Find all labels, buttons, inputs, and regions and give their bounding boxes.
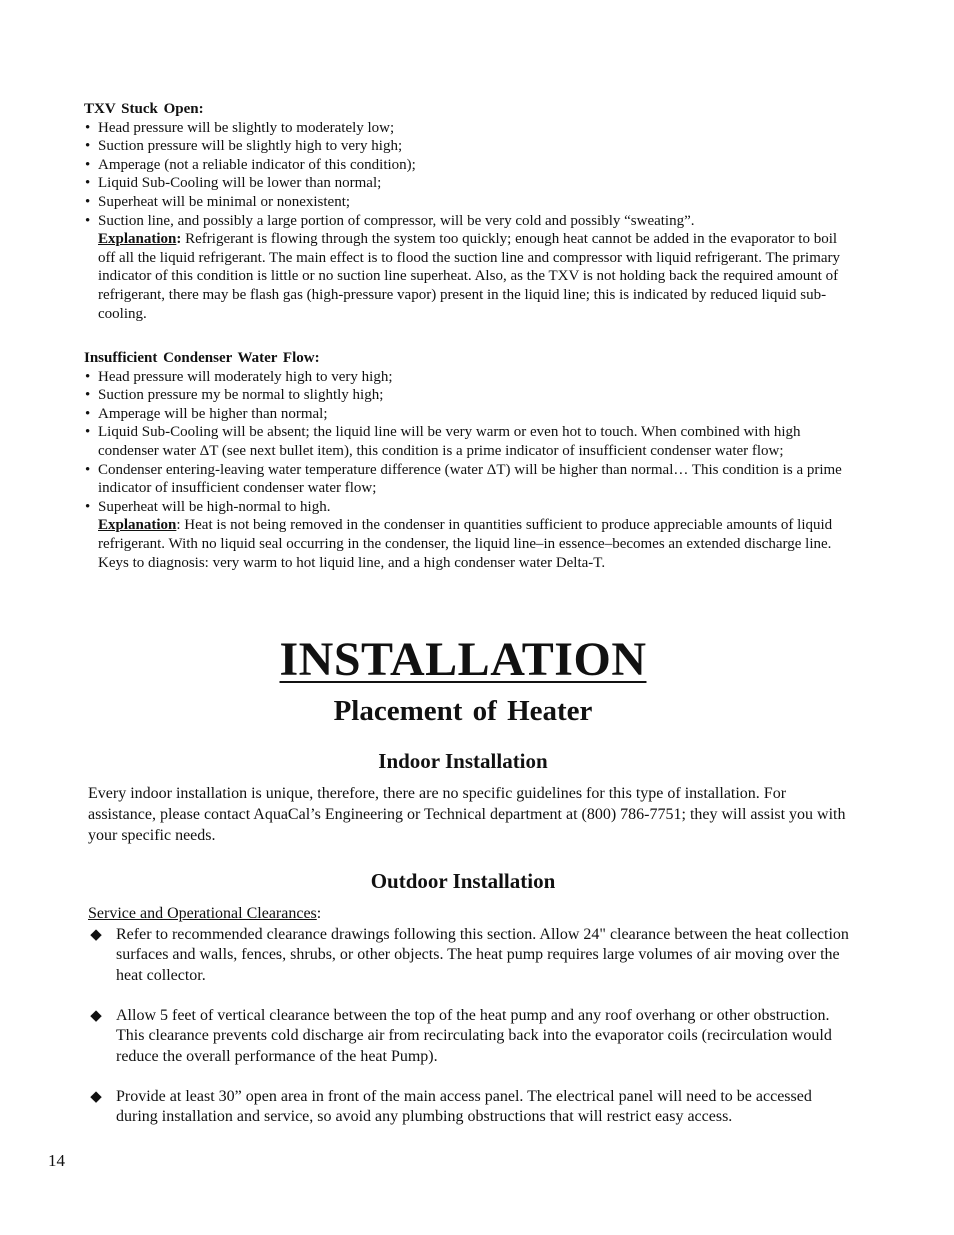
clearance-item-text: Refer to recommended clearance drawings following this section. Allow 24" clearance between the heat collection surfaces and walls, fences, shrubs, or other objects. The heat pump requires large volumes of air moving over the heat collector. [116, 926, 849, 984]
txv-stuck-open-section [84, 100, 844, 323]
explanation-colon: : [176, 231, 182, 248]
clearance-item [86, 1087, 856, 1128]
txv-heading: TXV Stuck Open: [84, 101, 204, 117]
list-item: • Condenser entering-leaving water temperature difference (water ΔT) will be higher than normal… This condition is a prime indicator of insufficient condenser water flow; [84, 461, 844, 498]
txv-symptom-list [84, 119, 844, 231]
condenser-water-flow-section [84, 349, 844, 572]
list-item: • Suction pressure my be normal to slightly high; [84, 386, 844, 405]
condenser-explanation [84, 516, 844, 572]
diamond-bullet-icon: ◆ [90, 927, 102, 943]
clearance-item-text: Provide at least 30” open area in front of the main access panel. The electrical panel will need to be accessed during installation and service, so avoid any plumbing obstructions that will restrict easy access. [116, 1088, 812, 1126]
clearance-item [86, 1006, 856, 1067]
diamond-bullet-icon: ◆ [90, 1008, 102, 1024]
page-number: 14 [48, 1151, 65, 1170]
diamond-bullet-icon: ◆ [90, 1089, 102, 1105]
explanation-text: Refrigerant is flowing through the system too quickly; enough heat cannot be added in the evaporator to boil off all the liquid refrigerant. The main effect is to flood the suction line and compressor with liquid refrigerant. The primary indicator of this condition is little or no suction line superheat. Also, as the TXV is not holding back the required amount of refrigerant, there may be flash gas (high-pressure vapor) present in the liquid line; this is indicated by reduced liquid sub-cooling. [98, 231, 841, 322]
installation-title [0, 632, 926, 688]
installation-title-text: INSTALLATION [279, 633, 647, 686]
clearances-label [88, 904, 321, 924]
clearances-colon: : [316, 905, 322, 922]
condenser-symptom-list [84, 368, 844, 517]
list-item: • Suction line, and possibly a large portion of compressor, will be very cold and possibly “sweating”. [84, 212, 844, 231]
explanation-text: : Heat is not being removed in the condenser in quantities sufficient to produce appreciable amounts of liquid refrigerant. With no liquid seal occurring in the condenser, the liquid line–in essence–becomes an extended discharge line. Keys to diagnosis: very warm to hot liquid line, and a high condenser water Delta-T. [98, 517, 833, 571]
list-item: • Liquid Sub-Cooling will be absent; the liquid line will be very warm or even hot to touch. When combined with high condenser water ΔT (see next bullet item), this condition is a prime indicator of insufficient condenser water flow; [84, 423, 844, 460]
txv-explanation [84, 230, 844, 323]
list-item: • Amperage will be higher than normal; [84, 405, 844, 424]
clearance-item [86, 925, 856, 986]
clearances-label-text: Service and Operational Clearances [88, 905, 317, 922]
outdoor-installation-heading: Outdoor Installation [370, 869, 556, 893]
explanation-label: Explanation [98, 517, 177, 534]
list-item: • Liquid Sub-Cooling will be lower than normal; [84, 174, 844, 193]
explanation-label: Explanation [98, 231, 177, 248]
list-item: • Head pressure will moderately high to very high; [84, 368, 844, 387]
placement-subtitle: Placement of Heater [333, 695, 593, 727]
list-item: • Superheat will be minimal or nonexistent; [84, 193, 844, 212]
clearance-item-text: Allow 5 feet of vertical clearance between the top of the heat pump and any roof overhang or other obstruction. This clearance prevents cold discharge air from recirculating back into the evaporator coils (recirculation would reduce the overall performance of the heat Pump). [116, 1007, 832, 1065]
condenser-heading: Insufficient Condenser Water Flow: [84, 350, 320, 366]
indoor-installation-heading: Indoor Installation [378, 749, 548, 773]
list-item: • Suction pressure will be slightly high to very high; [84, 137, 844, 156]
indoor-installation-text: Every indoor installation is unique, therefore, there are no specific guidelines for this type of installation. For assistance, please contact AquaCal’s Engineering or Technical department at (800) 786-7751; they will assist you with your specific needs. [88, 785, 846, 844]
list-item: • Head pressure will be slightly to moderately low; [84, 119, 844, 138]
list-item: • Amperage (not a reliable indicator of this condition); [84, 156, 844, 175]
list-item: • Superheat will be high-normal to high. [84, 498, 844, 517]
